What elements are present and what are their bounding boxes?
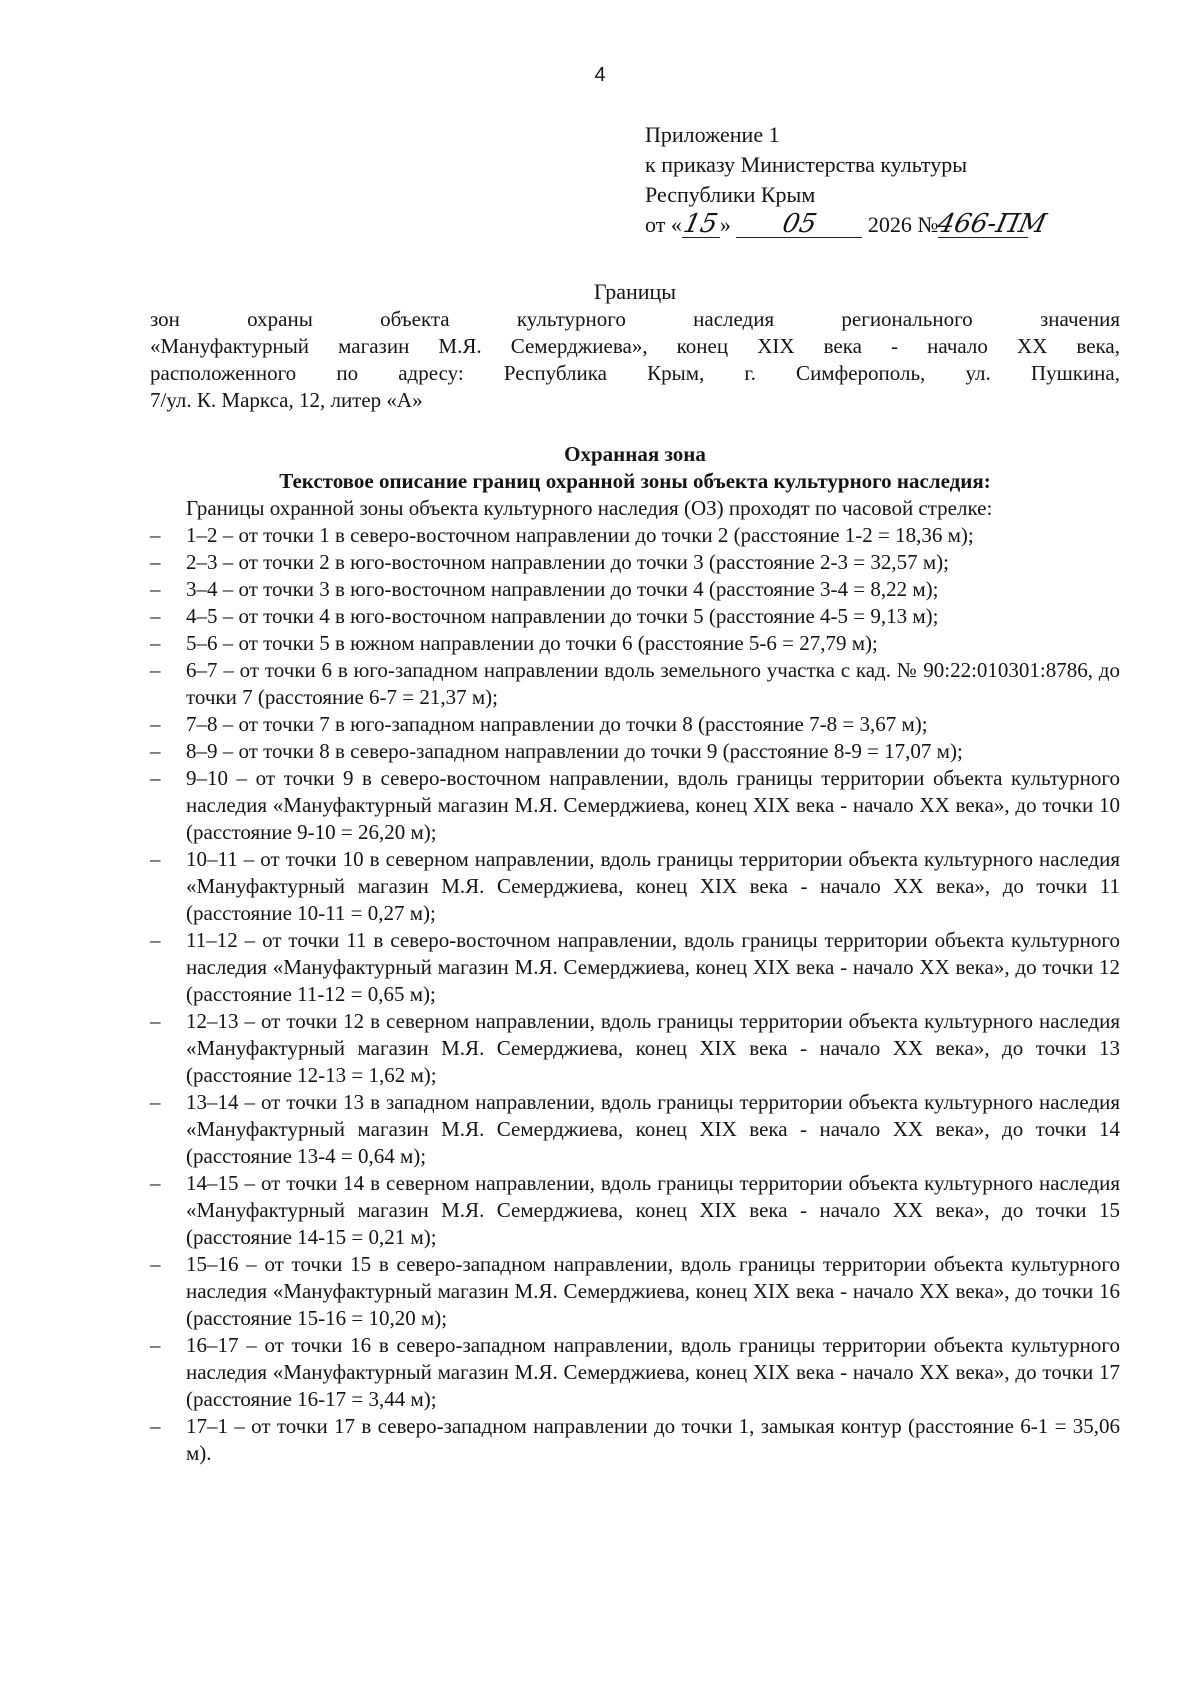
section-heading: Охранная зона — [564, 442, 706, 466]
date-month-handwritten: 05 — [779, 209, 820, 239]
list-item: – 4–5 – от точки 4 в юго-восточном направлении до точки 5 (расстояние 4-5 = 9,13 м); — [150, 603, 1120, 630]
list-item: – 5–6 – от точки 5 в южном направлении до точки 6 (расстояние 5-6 = 27,79 м); — [150, 630, 1120, 657]
order-number — [935, 209, 1050, 239]
list-item: – 3–4 – от точки 3 в юго-восточном направлении до точки 4 (расстояние 3-4 = 8,22 м); — [150, 576, 1120, 603]
date-prefix: от « — [645, 212, 682, 237]
list-item: – 14–15 – от точки 14 в северном направлении, вдоль границы территории объекта культурного наследия «Мануфактурный магазин М.Я. Семерджиева, конец XIX века - начало XX века», до точки 15 (расстояние 14-15 = 0,21 м); — [150, 1170, 1120, 1251]
order-number-handwritten: 466-ПМ — [935, 209, 1050, 239]
appendix-date-line — [645, 210, 1125, 240]
title-line-4: 7/ул. К. Маркса, 12, литер «А» — [150, 388, 423, 412]
title-heading: Границы — [593, 279, 677, 304]
list-item: – 8–9 – от точки 8 в северо-западном направлении до точки 9 (расстояние 8-9 = 17,07 м); — [150, 738, 1120, 765]
date-month — [736, 209, 862, 239]
date-day — [681, 209, 721, 239]
document-body — [150, 278, 1120, 1467]
title-line-2: «Мануфактурный магазин М.Я. Семерджиева», конец XIX века - начало XX века, — [150, 334, 1120, 358]
date-mid: » — [719, 212, 731, 237]
title-line-3: расположенного по адресу: Республика Крым, г. Симферополь, ул. Пушкина, — [150, 361, 1120, 385]
list-item: – 7–8 – от точки 7 в юго-западном направлении до точки 8 (расстояние 7-8 = 3,67 м); — [150, 711, 1120, 738]
boundary-list — [150, 522, 1120, 1467]
list-item: – 12–13 – от точки 12 в северном направлении, вдоль границы территории объекта культурного наследия «Мануфактурный магазин М.Я. Семерджиева, конец XIX века - начало XX века», до точки 13 (расстояние 12-13 = 1,62 м); — [150, 1008, 1120, 1089]
appendix-line-3: Республики Крым — [645, 182, 816, 207]
page-number: 4 — [594, 64, 606, 86]
list-item: – 13–14 – от точки 13 в западном направлении, вдоль границы территории объекта культурного наследия «Мануфактурный магазин М.Я. Семерджиева, конец XIX века - начало XX века», до точки 14 (расстояние 13-4 = 0,64 м); — [150, 1089, 1120, 1170]
list-item: – 17–1 – от точки 17 в северо-западном направлении до точки 1, замыкая контур (расстояние 6-1 = 35,06 м). — [150, 1413, 1120, 1467]
section-subheading: Текстовое описание границ охранной зоны объекта культурного наследия: — [279, 469, 991, 493]
list-item: – 6–7 – от точки 6 в юго-западном направлении вдоль земельного участка с кад. № 90:22:010301:8786, до точки 7 (расстояние 6-7 = 21,37 м); — [150, 657, 1120, 711]
list-item: – 16–17 – от точки 16 в северо-западном направлении, вдоль границы территории объекта культурного наследия «Мануфактурный магазин М.Я. Семерджиева, конец XIX века - начало XX века», до точки 17 (расстояние 16-17 = 3,44 м); — [150, 1332, 1120, 1413]
list-item: – 1–2 – от точки 1 в северо-восточном направлении до точки 2 (расстояние 1-2 = 18,36 м); — [150, 522, 1120, 549]
title-line-1: зон охраны объекта культурного наследия регионального значения — [150, 307, 1120, 331]
date-day-handwritten: 15 — [681, 209, 721, 239]
appendix-block — [645, 120, 1125, 240]
list-item: – 9–10 – от точки 9 в северо-восточном направлении, вдоль границы территории объекта культурного наследия «Мануфактурный магазин М.Я. Семерджиева, конец XIX века - начало XX века», до точки 10 (расстояние 9-10 = 26,20 м); — [150, 765, 1120, 846]
appendix-line-1: Приложение 1 — [645, 122, 780, 147]
list-item: – 10–11 – от точки 10 в северном направлении, вдоль границы территории объекта культурного наследия «Мануфактурный магазин М.Я. Семерджиева, конец XIX века - начало XX века», до точки 11 (расстояние 10-11 = 0,27 м); — [150, 846, 1120, 927]
appendix-line-2: к приказу Министерства культуры — [645, 152, 968, 177]
list-item: – 11–12 – от точки 11 в северо-восточном направлении, вдоль границы территории объекта культурного наследия «Мануфактурный магазин М.Я. Семерджиева, конец XIX века - начало XX века», до точки 12 (расстояние 11-12 = 0,65 м); — [150, 927, 1120, 1008]
list-item: – 2–3 – от точки 2 в юго-восточном направлении до точки 3 (расстояние 2-3 = 32,57 м); — [150, 549, 1120, 576]
list-item: – 15–16 – от точки 15 в северо-западном направлении, вдоль границы территории объекта культурного наследия «Мануфактурный магазин М.Я. Семерджиева, конец XIX века - начало XX века», до точки 16 (расстояние 15-16 = 10,20 м); — [150, 1251, 1120, 1332]
date-year-label: 2026 № — [867, 212, 939, 237]
section-intro: Границы охранной зоны объекта культурного наследия (ОЗ) проходят по часовой стрелке: — [186, 496, 993, 520]
